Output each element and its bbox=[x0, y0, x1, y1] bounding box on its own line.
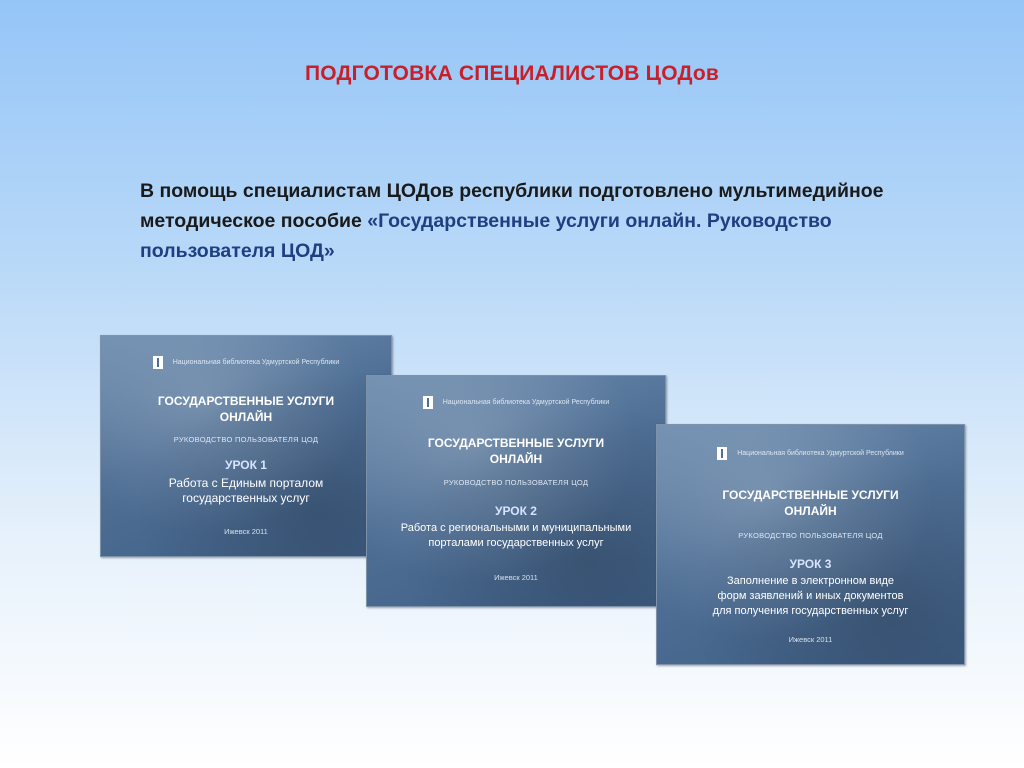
lesson-text-line: государственных услуг bbox=[182, 491, 310, 505]
lesson-text bbox=[101, 476, 391, 506]
lesson-text bbox=[367, 521, 665, 551]
library-header bbox=[367, 396, 665, 409]
book-icon bbox=[423, 396, 433, 409]
card-title bbox=[367, 435, 665, 467]
card-guide: РУКОВОДСТВО ПОЛЬЗОВАТЕЛЯ ЦОД bbox=[738, 531, 883, 540]
library-name: Национальная библиотека Удмуртской Республики bbox=[737, 450, 904, 457]
intro-text: В помощь специалистам ЦОДов республики подготовлено мультимедийное методическое пособие bbox=[140, 180, 884, 232]
library-header bbox=[657, 447, 964, 460]
intro-highlight: «Государственные услуги онлайн. Руководство пользователя ЦОД» bbox=[140, 210, 832, 262]
library-name: Национальная библиотека Удмуртской Республики bbox=[442, 399, 610, 406]
card-title-line-1: ГОСУДАРСТВЕННЫЕ УСЛУГИ bbox=[157, 394, 335, 408]
intro-paragraph bbox=[140, 176, 940, 266]
lesson-number: УРОК 1 bbox=[225, 458, 267, 472]
lesson-card-1 bbox=[100, 335, 392, 557]
book-icon bbox=[153, 356, 163, 369]
card-title-line-1: ГОСУДАРСТВЕННЫЕ УСЛУГИ bbox=[427, 436, 605, 450]
card-title bbox=[101, 393, 391, 425]
card-guide: РУКОВОДСТВО ПОЛЬЗОВАТЕЛЯ ЦОД bbox=[173, 435, 319, 444]
slide-title: ПОДГОТОВКА СПЕЦИАЛИСТОВ ЦОДов bbox=[304, 62, 720, 85]
book-icon bbox=[717, 447, 727, 460]
library-name: Национальная библиотека Удмуртской Республики bbox=[172, 359, 340, 366]
lesson-number: УРОК 3 bbox=[789, 557, 832, 571]
card-title-line-2: ОНЛАЙН bbox=[219, 410, 273, 424]
city-year: Ижевск 2011 bbox=[494, 573, 538, 582]
card-title-line-2: ОНЛАЙН bbox=[489, 452, 543, 466]
library-header bbox=[101, 356, 391, 369]
card-guide: РУКОВОДСТВО ПОЛЬЗОВАТЕЛЯ ЦОД bbox=[443, 478, 589, 487]
lesson-text-line: Работа с Единым порталом bbox=[168, 476, 324, 490]
card-title-line-1: ГОСУДАРСТВЕННЫЕ УСЛУГИ bbox=[722, 488, 899, 502]
lesson-text-line: для получения государственных услуг bbox=[712, 605, 909, 617]
lesson-number: УРОК 2 bbox=[495, 504, 537, 518]
lesson-text-line: порталами государственных услуг bbox=[428, 537, 604, 549]
lesson-text bbox=[657, 574, 964, 619]
lesson-card-3 bbox=[656, 424, 965, 665]
lesson-text-line: форм заявлений и иных документов bbox=[717, 590, 904, 602]
city-year: Ижевск 2011 bbox=[224, 527, 268, 536]
lesson-text-line: Заполнение в электронном виде bbox=[726, 575, 895, 587]
lesson-text-line: Работа с региональными и муниципальными bbox=[400, 522, 632, 534]
card-title-line-2: ОНЛАЙН bbox=[784, 504, 837, 518]
city-year: Ижевск 2011 bbox=[788, 635, 833, 644]
card-title bbox=[657, 487, 964, 519]
lesson-card-2 bbox=[366, 375, 666, 607]
